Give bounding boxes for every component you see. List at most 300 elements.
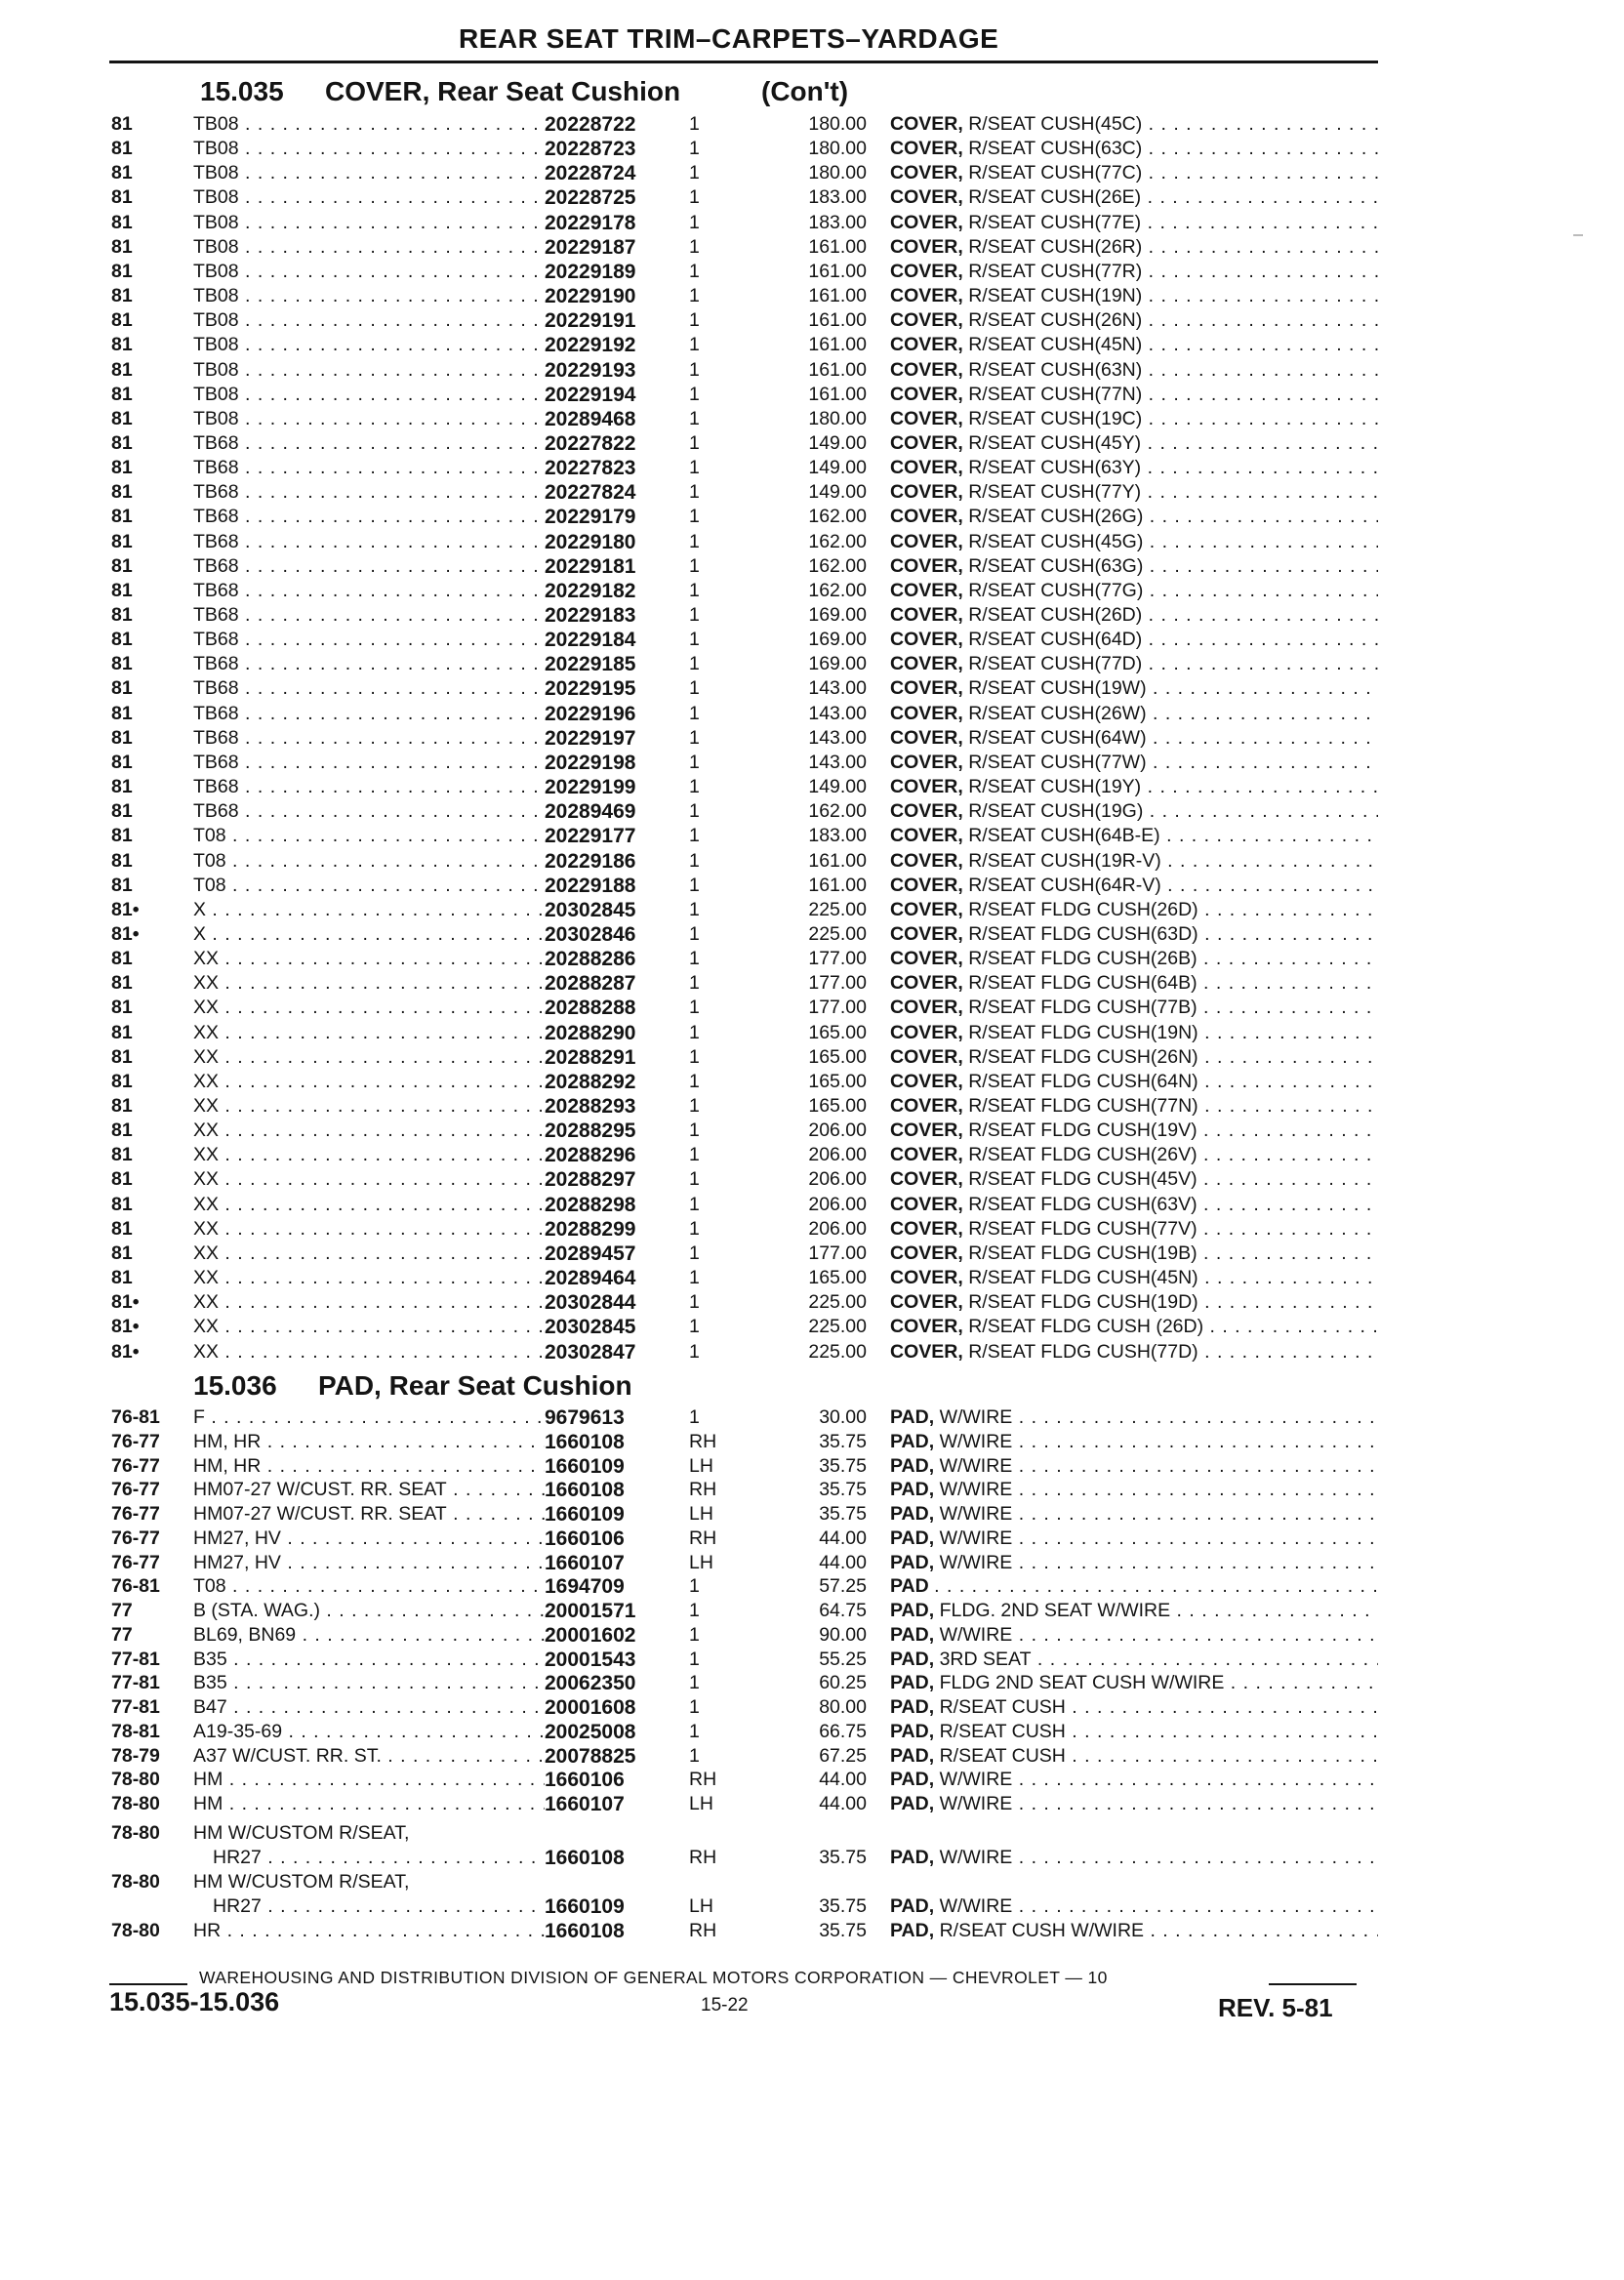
- description-noun: PAD,: [890, 1623, 935, 1646]
- description-noun: COVER,: [890, 997, 963, 1019]
- model-year: 81: [111, 1217, 133, 1240]
- quantity: 1: [689, 1120, 700, 1142]
- description-noun: COVER,: [890, 776, 963, 798]
- model-year: 81: [111, 113, 133, 135]
- description: [890, 1290, 1378, 1315]
- description: [890, 260, 1378, 284]
- description-noun: COVER,: [890, 1267, 963, 1289]
- table-row: [0, 1119, 1624, 1143]
- table-row: [0, 431, 1624, 456]
- quantity: 1: [689, 186, 700, 209]
- description-detail: R/SEAT CUSH(45N): [968, 334, 1143, 356]
- price: 206.00: [808, 1144, 867, 1166]
- price: 143.00: [808, 751, 867, 773]
- part-number: 20288295: [545, 1119, 681, 1143]
- part-number: 20229186: [545, 849, 681, 874]
- quantity: 1: [689, 1720, 700, 1742]
- model-year: 81•: [111, 922, 140, 945]
- price: 57.25: [819, 1575, 867, 1598]
- quantity: 1: [689, 1316, 700, 1338]
- footer-rule-right: [1269, 1983, 1357, 1985]
- price: 44.00: [819, 1527, 867, 1549]
- part-number: 1694709: [545, 1574, 681, 1599]
- footer-page-number: 15-22: [701, 1995, 749, 2015]
- quantity: 1: [689, 138, 700, 160]
- description-noun: COVER,: [890, 898, 963, 920]
- part-number: 20229178: [545, 211, 681, 235]
- model-year: 78-80: [111, 1793, 160, 1814]
- description-noun: COVER,: [890, 260, 963, 282]
- model-year: 81: [111, 629, 133, 651]
- table-row: [0, 1070, 1624, 1094]
- table-row: [0, 1094, 1624, 1119]
- model-year: 76-77: [111, 1430, 160, 1452]
- price: 161.00: [808, 235, 867, 258]
- description-noun: COVER,: [890, 457, 963, 479]
- footer-rule-left: [109, 1983, 187, 1985]
- description: [890, 1070, 1378, 1094]
- quantity: 1: [689, 1242, 700, 1264]
- quantity: 1: [689, 530, 700, 552]
- model-year: 81: [111, 825, 133, 847]
- table-row: [0, 1454, 1624, 1479]
- description-detail: R/SEAT CUSH(63C): [968, 138, 1143, 160]
- description-noun: COVER,: [890, 506, 963, 528]
- model-code: F . . .: [193, 1405, 545, 1430]
- description-noun: PAD,: [890, 1503, 935, 1525]
- price: 161.00: [808, 358, 867, 381]
- table-row: [0, 996, 1624, 1020]
- model-year: 81: [111, 162, 133, 184]
- part-number: 1660106: [545, 1527, 681, 1551]
- description-detail: R/SEAT CUSH(77E): [968, 211, 1142, 233]
- description-noun: COVER,: [890, 1168, 963, 1191]
- description-detail: W/WIRE: [939, 1895, 1013, 1917]
- quantity: 1: [689, 677, 700, 700]
- model-year: 81: [111, 1021, 133, 1043]
- quantity: 1: [689, 113, 700, 135]
- section-heading-15-035: [200, 76, 680, 107]
- model-code: TB08 . . .: [193, 383, 545, 407]
- model-year: 81: [111, 677, 133, 700]
- model-year: 76-77: [111, 1503, 160, 1525]
- model-year: 81: [111, 800, 133, 823]
- part-number: 20229199: [545, 775, 681, 799]
- table-row: [0, 112, 1624, 137]
- description: [890, 1454, 1378, 1479]
- quantity: 1: [689, 431, 700, 454]
- quantity: 1: [689, 1267, 700, 1289]
- part-number: 20228724: [545, 161, 681, 185]
- model-year: 76-81: [111, 1406, 160, 1428]
- table-row: [0, 333, 1624, 357]
- quantity: RH: [689, 1847, 717, 1868]
- description-detail: R/SEAT CUSH(19C): [968, 407, 1143, 429]
- description-noun: COVER,: [890, 431, 963, 454]
- part-number: 20288297: [545, 1167, 681, 1192]
- description-detail: R/SEAT CUSH(45Y): [968, 431, 1142, 454]
- price: 206.00: [808, 1217, 867, 1240]
- table-row: [0, 702, 1624, 726]
- model-code: TB08 . . .: [193, 235, 545, 260]
- description-detail: R/SEAT CUSH(19Y): [968, 776, 1142, 798]
- price: 55.25: [819, 1648, 867, 1670]
- table-row: [0, 1744, 1624, 1769]
- model-code: TB08 . . .: [193, 260, 545, 284]
- model-year: 81: [111, 1144, 133, 1166]
- model-code: XX . . .: [193, 1143, 545, 1167]
- description: [890, 112, 1378, 137]
- price: 64.75: [819, 1600, 867, 1621]
- description: [890, 799, 1378, 824]
- price: 143.00: [808, 726, 867, 749]
- model-code: XX . . .: [193, 1070, 545, 1094]
- part-number: 1660108: [545, 1919, 681, 1943]
- model-code: HM, HR . . .: [193, 1430, 545, 1454]
- table-row: [0, 1551, 1624, 1575]
- model-code: HM . . .: [193, 1768, 545, 1792]
- model-year: 81: [111, 1193, 133, 1215]
- model-code: TB68 . . .: [193, 579, 545, 603]
- description-detail: R/SEAT CUSH(26N): [968, 309, 1143, 332]
- description: [890, 1430, 1378, 1454]
- model-year: 81: [111, 334, 133, 356]
- description-detail: W/WIRE: [939, 1551, 1013, 1573]
- part-number: 20302847: [545, 1340, 681, 1364]
- price: 35.75: [819, 1895, 867, 1917]
- table-row: [0, 1894, 1624, 1919]
- description-noun: COVER,: [890, 554, 963, 577]
- quantity: RH: [689, 1920, 717, 1941]
- model-code: HR27 . . .: [213, 1894, 564, 1919]
- part-number: 20229182: [545, 579, 681, 603]
- model-code: XX . . .: [193, 1217, 545, 1242]
- description-detail: R/SEAT CUSH W/WIRE: [939, 1920, 1145, 1941]
- model-year: 81: [111, 1045, 133, 1068]
- model-code: TB08 . . .: [193, 137, 545, 161]
- table-row: [0, 1792, 1624, 1816]
- section-number: 15.036: [193, 1370, 277, 1401]
- model-code: TB68 . . .: [193, 775, 545, 799]
- footer-section-range: 15.035-15.036: [109, 1987, 280, 2016]
- price: 225.00: [808, 1340, 867, 1363]
- quantity: 1: [689, 1575, 700, 1598]
- description: [890, 1167, 1378, 1192]
- model-year: 81: [111, 1095, 133, 1117]
- table-row: [0, 971, 1624, 996]
- description-noun: COVER,: [890, 113, 963, 135]
- part-number: 20228722: [545, 112, 681, 137]
- quantity: 1: [689, 1406, 700, 1428]
- description-noun: COVER,: [890, 579, 963, 601]
- model-code: TB68 . . .: [193, 628, 545, 652]
- model-year: 77: [111, 1623, 133, 1646]
- scan-mark: [1573, 234, 1583, 236]
- model-year: 81: [111, 1267, 133, 1289]
- table-row: [0, 185, 1624, 210]
- part-number: 20229188: [545, 874, 681, 898]
- model-code: XX . . .: [193, 947, 545, 971]
- quantity: LH: [689, 1503, 713, 1525]
- part-number: 20229179: [545, 505, 681, 529]
- table-row: [0, 137, 1624, 161]
- description-detail: W/WIRE: [939, 1847, 1013, 1868]
- model-code: TB68 . . .: [193, 652, 545, 676]
- description-noun: COVER,: [890, 358, 963, 381]
- quantity: LH: [689, 1454, 713, 1477]
- model-code: TB08 . . .: [193, 308, 545, 333]
- model-code: BL69, BN69 . . .: [193, 1623, 545, 1648]
- description-noun: PAD,: [890, 1430, 935, 1452]
- quantity: 1: [689, 211, 700, 233]
- model-year: 81: [111, 726, 133, 749]
- price: 161.00: [808, 260, 867, 282]
- table-row: [0, 676, 1624, 701]
- table-row: [0, 1671, 1624, 1695]
- part-number: 20001602: [545, 1623, 681, 1648]
- description: [890, 579, 1378, 603]
- model-code: T08 . . .: [193, 1574, 545, 1599]
- description: [890, 1695, 1378, 1720]
- description: [890, 1405, 1378, 1430]
- price: 183.00: [808, 211, 867, 233]
- description-detail: R/SEAT CUSH(64D): [968, 629, 1143, 651]
- description-noun: COVER,: [890, 186, 963, 209]
- description-noun: COVER,: [890, 162, 963, 184]
- model-year: 78-80: [111, 1871, 160, 1893]
- part-number: 20289457: [545, 1242, 681, 1266]
- price: 35.75: [819, 1479, 867, 1501]
- description-noun: COVER,: [890, 874, 963, 896]
- description: [890, 922, 1378, 947]
- description-noun: PAD,: [890, 1672, 935, 1694]
- table-row: [0, 1405, 1624, 1430]
- table-row: [0, 1290, 1624, 1315]
- price: 206.00: [808, 1168, 867, 1191]
- description-noun: PAD,: [890, 1769, 935, 1791]
- model-code: TB68 . . .: [193, 751, 545, 775]
- model-code: HM . . .: [193, 1792, 545, 1816]
- header-rule: [109, 61, 1378, 63]
- model-year: 76-77: [111, 1454, 160, 1477]
- part-number: 20229198: [545, 751, 681, 775]
- description-noun: PAD: [890, 1575, 929, 1598]
- model-code: B35 . . .: [193, 1671, 545, 1695]
- quantity: 1: [689, 1144, 700, 1166]
- table-row: [0, 1720, 1624, 1744]
- description-noun: COVER,: [890, 334, 963, 356]
- quantity: 1: [689, 751, 700, 773]
- description-detail: FLDG 2ND SEAT CUSH W/WIRE: [939, 1672, 1225, 1694]
- table-row: [0, 308, 1624, 333]
- description-noun: COVER,: [890, 1193, 963, 1215]
- quantity: 1: [689, 776, 700, 798]
- model-year: 81: [111, 457, 133, 479]
- price: 177.00: [808, 1242, 867, 1264]
- price: 162.00: [808, 506, 867, 528]
- table-row: [0, 284, 1624, 308]
- model-year: 81: [111, 997, 133, 1019]
- price: 180.00: [808, 113, 867, 135]
- description-detail: R/SEAT CUSH(77W): [968, 751, 1147, 773]
- description: [890, 971, 1378, 996]
- table-row: [0, 849, 1624, 874]
- price: 225.00: [808, 898, 867, 920]
- description-noun: COVER,: [890, 1242, 963, 1264]
- part-number: 20288293: [545, 1094, 681, 1119]
- model-code: TB68 . . .: [193, 799, 545, 824]
- table-row: [0, 407, 1624, 431]
- description-detail: R/SEAT CUSH(64W): [968, 726, 1147, 749]
- table-row: [0, 1527, 1624, 1551]
- description: [890, 676, 1378, 701]
- model-year: 76-77: [111, 1527, 160, 1549]
- table-row-first-line: [111, 1870, 409, 1894]
- description-detail: R/SEAT FLDG CUSH(45N): [968, 1267, 1198, 1289]
- description: [890, 333, 1378, 357]
- table-row: [0, 1266, 1624, 1290]
- model-year: 78-81: [111, 1720, 160, 1742]
- description-noun: COVER,: [890, 1144, 963, 1166]
- description-noun: COVER,: [890, 972, 963, 995]
- description-noun: COVER,: [890, 849, 963, 872]
- description: [890, 554, 1378, 579]
- section-heading-15-036: [193, 1370, 632, 1402]
- model-year: 81: [111, 1168, 133, 1191]
- table-row: [0, 1340, 1624, 1364]
- quantity: 1: [689, 1193, 700, 1215]
- description-detail: W/WIRE: [939, 1503, 1013, 1525]
- description-detail: 3RD SEAT: [939, 1648, 1032, 1670]
- description: [890, 137, 1378, 161]
- description: [890, 407, 1378, 431]
- model-code: TB08 . . .: [193, 284, 545, 308]
- description: [890, 1846, 1378, 1870]
- table-row: [0, 652, 1624, 676]
- model-code: TB68 . . .: [193, 726, 545, 751]
- model-year: 77-81: [111, 1672, 160, 1694]
- description-detail: R/SEAT FLDG CUSH(77D): [968, 1340, 1198, 1363]
- model-code: XX . . .: [193, 1021, 545, 1045]
- description-detail: R/SEAT FLDG CUSH(63V): [968, 1193, 1198, 1215]
- quantity: 1: [689, 1070, 700, 1092]
- model-code: XX . . .: [193, 1340, 545, 1364]
- quantity: LH: [689, 1551, 713, 1573]
- price: 44.00: [819, 1551, 867, 1573]
- table-row: [0, 480, 1624, 505]
- table-row-first-line: [111, 1821, 409, 1846]
- quantity: 1: [689, 162, 700, 184]
- model-code: XX . . .: [193, 971, 545, 996]
- quantity: 1: [689, 358, 700, 381]
- model-year: 81: [111, 358, 133, 381]
- model-year: 81•: [111, 1340, 140, 1363]
- part-number: 20062350: [545, 1671, 681, 1695]
- description-noun: COVER,: [890, 702, 963, 724]
- table-row: [0, 554, 1624, 579]
- description-detail: R/SEAT CUSH(26E): [968, 186, 1142, 209]
- model-year: 81: [111, 653, 133, 675]
- description-detail: R/SEAT FLDG CUSH(26V): [968, 1144, 1198, 1166]
- quantity: 1: [689, 1672, 700, 1694]
- table-row: [0, 579, 1624, 603]
- price: 161.00: [808, 874, 867, 896]
- model-code: T08 . . .: [193, 824, 545, 848]
- quantity: 1: [689, 849, 700, 872]
- model-year: 81: [111, 948, 133, 970]
- quantity: 1: [689, 922, 700, 945]
- model-year: 78-80: [111, 1822, 160, 1844]
- model-year: 81: [111, 1120, 133, 1142]
- table-row: [0, 898, 1624, 922]
- description-detail: R/SEAT FLDG CUSH(19N): [968, 1021, 1198, 1043]
- model-year: 77-81: [111, 1696, 160, 1718]
- quantity: RH: [689, 1479, 717, 1501]
- price: 169.00: [808, 629, 867, 651]
- table-row: [0, 1315, 1624, 1339]
- model-year: 81: [111, 604, 133, 626]
- table-row: [0, 358, 1624, 383]
- description: [890, 1217, 1378, 1242]
- description-noun: COVER,: [890, 1045, 963, 1068]
- price: 66.75: [819, 1720, 867, 1742]
- model-code: HM07-27 W/CUST. RR. SEAT . . .: [193, 1478, 545, 1502]
- description-noun: COVER,: [890, 1021, 963, 1043]
- quantity: 1: [689, 1600, 700, 1621]
- table-row: [0, 1193, 1624, 1217]
- table-row: [0, 603, 1624, 628]
- table-row: [0, 1242, 1624, 1266]
- price: 180.00: [808, 407, 867, 429]
- price: 35.75: [819, 1454, 867, 1477]
- price: 225.00: [808, 922, 867, 945]
- table-row: [0, 383, 1624, 407]
- description: [890, 1574, 1378, 1599]
- price: 149.00: [808, 457, 867, 479]
- description: [890, 358, 1378, 383]
- part-number: 20229196: [545, 702, 681, 726]
- model-year: 81: [111, 579, 133, 601]
- description-noun: COVER,: [890, 383, 963, 405]
- description-detail: R/SEAT CUSH(77D): [968, 653, 1143, 675]
- quantity: LH: [689, 1793, 713, 1814]
- description: [890, 947, 1378, 971]
- description-noun: COVER,: [890, 751, 963, 773]
- table-row: [0, 726, 1624, 751]
- description-detail: R/SEAT FLDG CUSH(26B): [968, 948, 1198, 970]
- quantity: RH: [689, 1769, 717, 1791]
- model-code: TB68 . . .: [193, 702, 545, 726]
- description-noun: COVER,: [890, 309, 963, 332]
- model-year: 81: [111, 186, 133, 209]
- part-number: 1660107: [545, 1792, 681, 1816]
- description: [890, 849, 1378, 874]
- description-noun: PAD,: [890, 1527, 935, 1549]
- part-number: 20229193: [545, 358, 681, 383]
- running-head-title: REAR SEAT TRIM–CARPETS–YARDAGE: [459, 23, 999, 54]
- table-row: [0, 530, 1624, 554]
- description: [890, 211, 1378, 235]
- model-year: 76-81: [111, 1575, 160, 1598]
- description-noun: COVER,: [890, 285, 963, 307]
- description: [890, 652, 1378, 676]
- description: [890, 1502, 1378, 1527]
- price: 165.00: [808, 1267, 867, 1289]
- description-detail: R/SEAT CUSH(45G): [968, 530, 1144, 552]
- quantity: 1: [689, 457, 700, 479]
- model-year: 81•: [111, 898, 140, 920]
- part-number: 20302846: [545, 922, 681, 947]
